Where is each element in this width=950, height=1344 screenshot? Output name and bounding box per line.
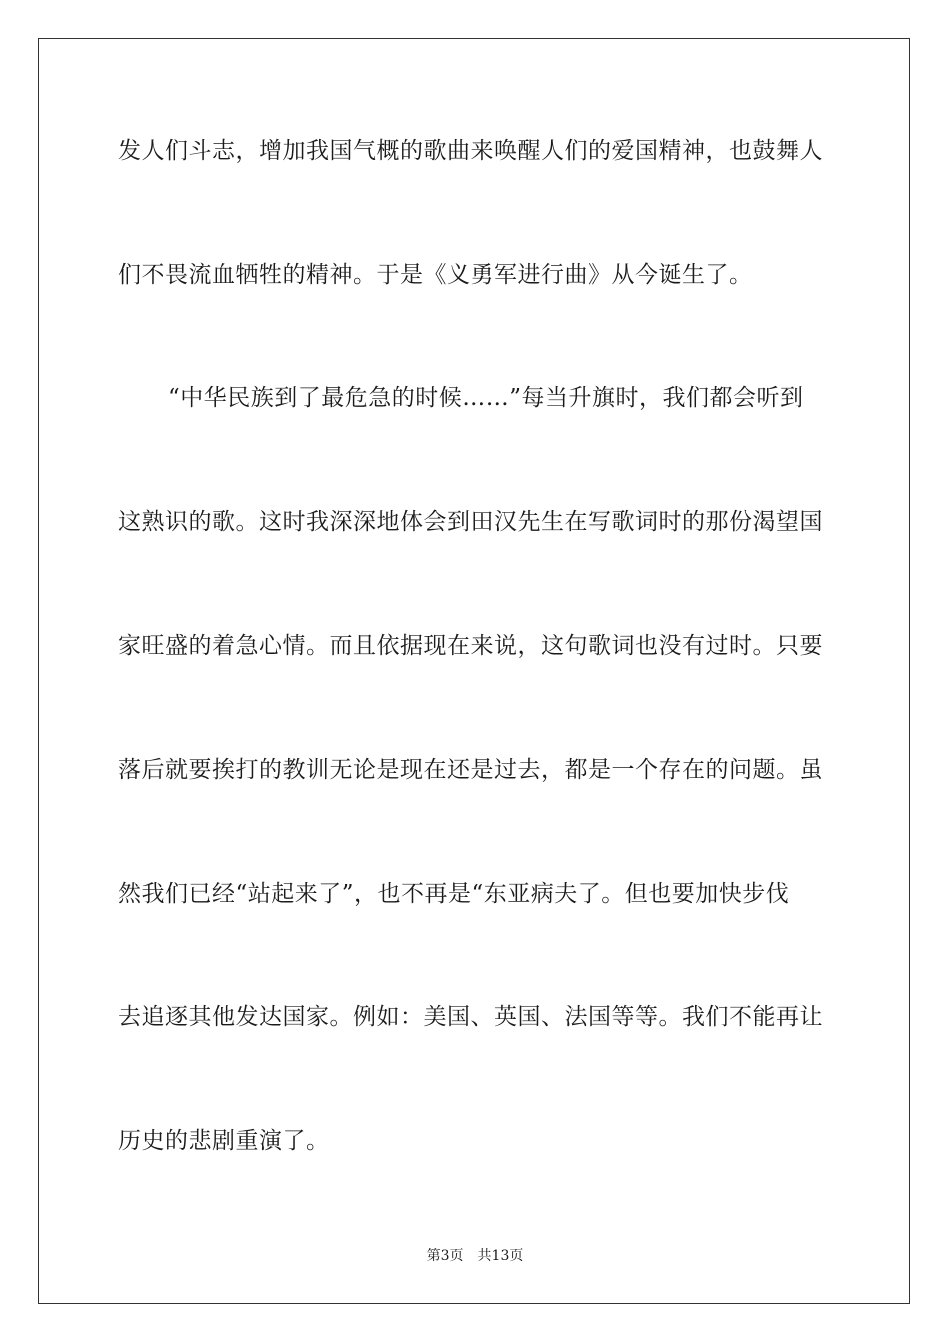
page-number-total: 共13页 [477, 1248, 524, 1264]
body-text-line-2: 们不畏流血牺牲的精神。于是《义勇军进行曲》从今诞生了。 [118, 262, 753, 288]
body-text-line-4: 这熟识的歌。这时我深深地体会到田汉先生在写歌词时的那份渴望国 [118, 509, 823, 535]
body-text-line-9: 历史的悲剧重演了。 [118, 1128, 330, 1154]
body-text-line-7: 然我们已经“站起来了”，也不再是“东亚病夫了。但也要加快步伐 [118, 881, 790, 907]
body-text-line-1: 发人们斗志，增加我国气概的歌曲来唤醒人们的爱国精神，也鼓舞人 [118, 138, 823, 164]
page-frame [38, 38, 910, 1304]
body-text-line-8: 去追逐其他发达国家。例如：美国、英国、法国等等。我们不能再让 [118, 1004, 823, 1030]
page-footer [0, 1247, 950, 1265]
body-text-line-6: 落后就要挨打的教训无论是现在还是过去，都是一个存在的问题。虽 [118, 757, 823, 783]
page-number-current: 第3页 [426, 1248, 464, 1264]
body-text-line-3: “中华民族到了最危急的时候……”每当升旗时，我们都会听到 [168, 385, 804, 411]
body-text-line-5: 家旺盛的着急心情。而且依据现在来说，这句歌词也没有过时。只要 [118, 633, 823, 659]
